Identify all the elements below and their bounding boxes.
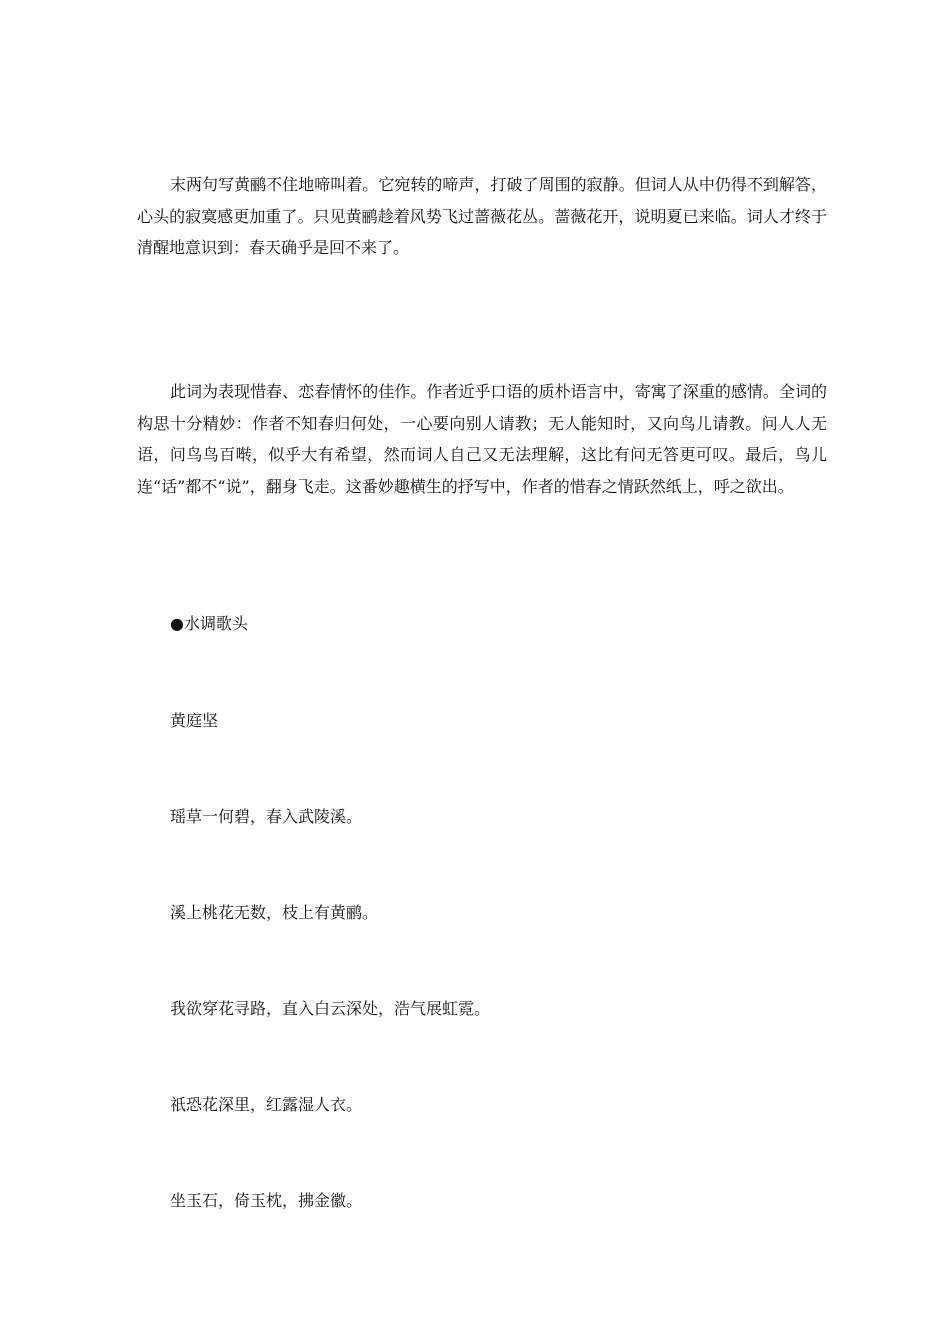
poem-line: 祇恐花深里，红露湿人衣。: [170, 1095, 363, 1114]
poem-line: 瑶草一何碧，春入武陵溪。: [170, 807, 363, 826]
paragraph-commentary-1: 末两句写黄鹂不住地啼叫着。它宛转的啼声，打破了周围的寂静。但词人从中仍得不到解答，心头的寂寞感更加重了。只见黄鹂趁着风势飞过蔷薇花丛。蔷薇花开，说明夏已来临。词人才终于清醒地意识到：春天确乎是回不来了。: [137, 175, 827, 257]
poem-title: ●水调歌头: [170, 614, 248, 633]
poem-author: 黄庭坚: [170, 711, 219, 730]
paragraph-commentary-2: 此词为表现惜春、恋春情怀的佳作。作者近乎口语的质朴语言中，寄寓了深重的感情。全词的构思十分精妙：作者不知春归何处，一心要向别人请教；无人能知时，又向鸟儿请教。问人人无语，问鸟鸟百啭，似乎大有希望，然而词人自己又无法理解，这比有问无答更可叹。最后，鸟儿连“话”都不“说”，翻身飞走。这番妙趣横生的抒写中，作者的惜春之情跃然纸上，呼之欲出。: [137, 382, 827, 496]
poem-line: 坐玉石，倚玉枕，拂金徽。: [170, 1191, 363, 1210]
poem-line: 溪上桃花无数，枝上有黄鹂。: [170, 903, 379, 922]
poem-line: 我欲穿花寻路，直入白云深处，浩气展虹霓。: [170, 999, 491, 1018]
